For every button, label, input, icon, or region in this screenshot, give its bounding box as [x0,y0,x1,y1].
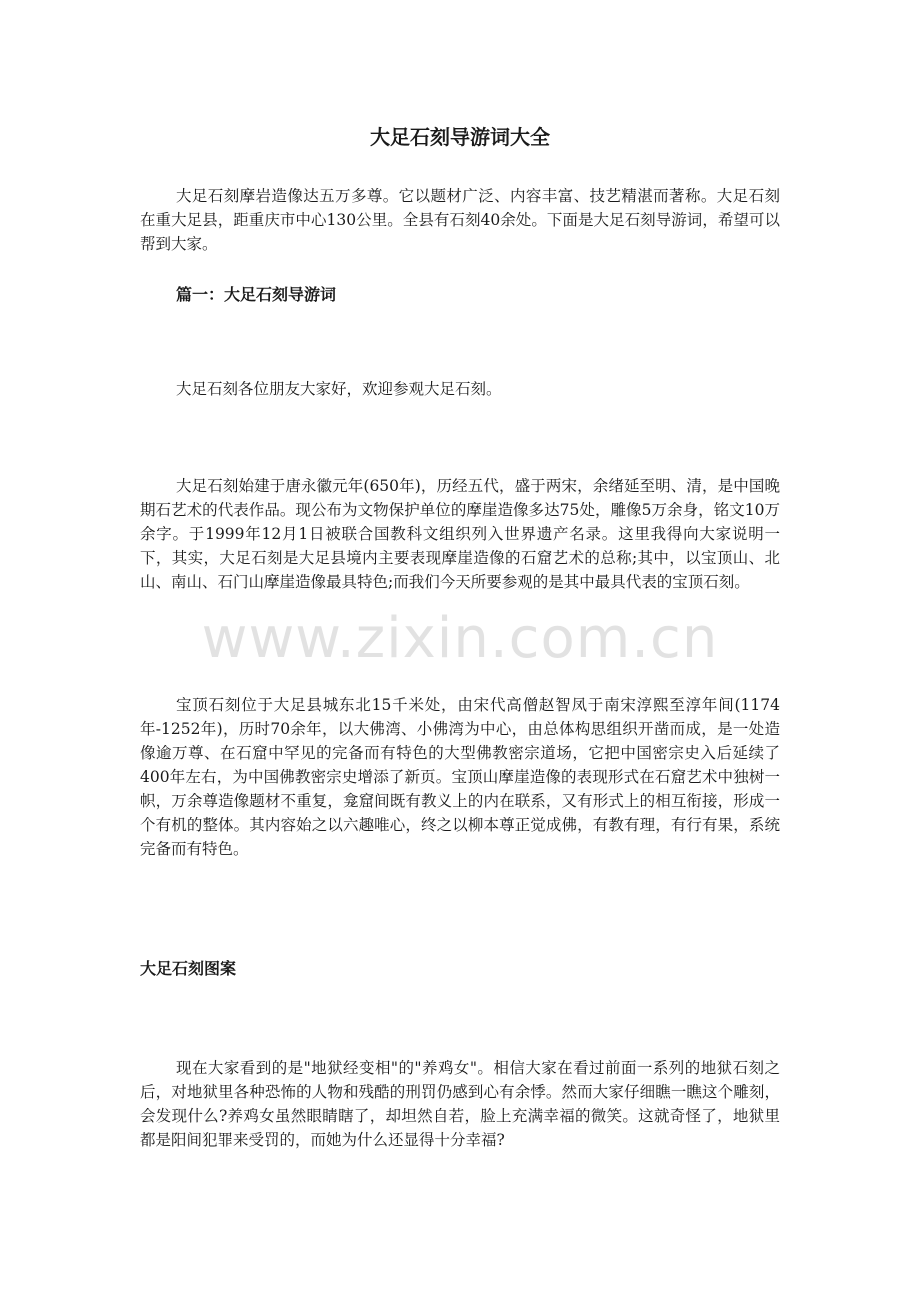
paragraph-hell-carving: 现在大家看到的是"地狱经变相"的"养鸡女"。相信大家在看过前面一系列的地狱石刻之后，对地狱里各种恐怖的人物和残酷的刑罚仍感到心有余悸。然而大家仔细瞧一瞧这个雕刻，会发现什么?养鸡女虽然眼睛瞎了，却坦然自若，脸上充满幸福的微笑。这就奇怪了，地狱里都是阳间犯罪来受罚的，而她为什么还显得十分幸福? [140,1059,780,1149]
paragraph-baoding: 宝顶石刻位于大足县城东北15千米处，由宋代高僧赵智凤于南宋淳熙至淳年间(1174年-1252年)，历时70余年，以大佛湾、小佛湾为中心，由总体构思组织开凿而成，是一处造像逾万尊、在石窟中罕见的完备而有特色的大型佛教密宗道场，它把中国密宗史入后延续了400年左右，为中国佛教密宗史增添了新页。宝顶山摩崖造像的表现形式在石窟艺术中独树一帜，万余尊造像题材不重复，龛窟间既有教义上的内在联系，又有形式上的相互衔接，形成一个有机的整体。其内容始之以六趣唯心，终之以柳本尊正觉成佛，有教有理，有行有果，系统完备而有特色。 [140,696,780,858]
document-title: 大足石刻导游词大全 [370,125,550,149]
watermark: www.zixin.com.cn [201,606,719,671]
paragraph-greeting: 大足石刻各位朋友大家好，欢迎参观大足石刻。 [176,380,502,398]
intro-paragraph: 大足石刻摩岩造像达五万多尊。它以题材广泛、内容丰富、技艺精湛而著称。大足石刻在重大足县，距重庆市中心130公里。全县有石刻40余处。下面是大足石刻导游词，希望可以帮到大家。 [140,187,780,253]
paragraph-history: 大足石刻始建于唐永徽元年(650年)，历经五代，盛于两宋，余绪延至明、清，是中国晚期石艺术的代表作品。现公布为文物保护单位的摩崖造像多达75处，雕像5万余身，铭文10万余字。于1999年12月1日被联合国教科文组织列入世界遗产名录。这里我得向大家说明一下，其实，大足石刻是大足县境内主要表现摩崖造像的石窟艺术的总称;其中，以宝顶山、北山、南山、石门山摩崖造像最具特色;而我们今天所要参观的是其中最具代表的宝顶石刻。 [140,477,780,591]
section2-heading: 大足石刻图案 [140,959,237,978]
section1-heading: 篇一：大足石刻导游词 [176,285,337,304]
